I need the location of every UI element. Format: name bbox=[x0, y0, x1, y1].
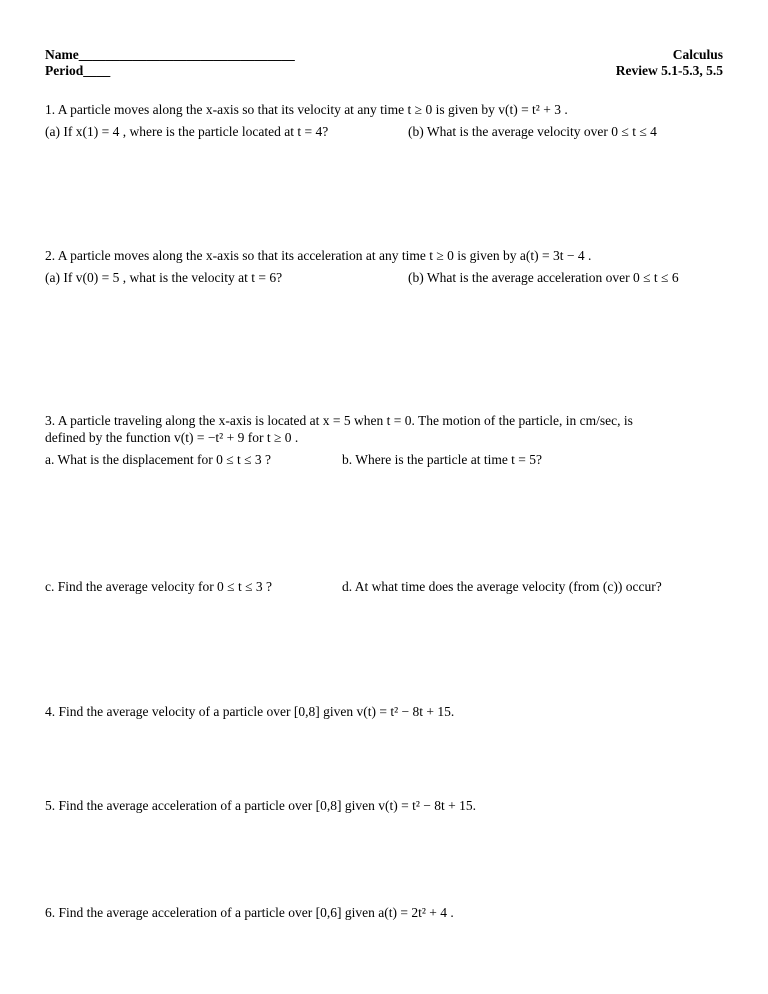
question-2: 2. A particle moves along the x-axis so that its acceleration at any time t ≥ 0 is given by a(t) = 3t − 4 . bbox=[45, 248, 592, 263]
question-3d: d. At what time does the average velocity (from (c)) occur? bbox=[342, 579, 662, 594]
question-3c: c. Find the average velocity for 0 ≤ t ≤ 3 ? bbox=[45, 579, 272, 594]
name-label: Name________________________________ bbox=[45, 47, 295, 62]
question-3-function: defined by the function v(t) = −t² + 9 for t ≥ 0 . bbox=[45, 430, 299, 445]
question-1b: (b) What is the average velocity over 0 ≤ t ≤ 4 bbox=[408, 124, 657, 139]
question-3: 3. A particle traveling along the x-axis is located at x = 5 when t = 0. The motion of the particle, in cm/sec, is bbox=[45, 413, 633, 428]
question-5: 5. Find the average acceleration of a particle over [0,8] given v(t) = t² − 8t + 15. bbox=[45, 798, 476, 813]
question-3b: b. Where is the particle at time t = 5? bbox=[342, 452, 543, 467]
question-3a: a. What is the displacement for 0 ≤ t ≤ 3 ? bbox=[45, 452, 272, 467]
question-2b: (b) What is the average acceleration over 0 ≤ t ≤ 6 bbox=[408, 270, 679, 285]
question-6: 6. Find the average acceleration of a particle over [0,6] given a(t) = 2t² + 4 . bbox=[45, 905, 454, 920]
question-1: 1. A particle moves along the x-axis so that its velocity at any time t ≥ 0 is given by v(t) = t² + 3 . bbox=[45, 102, 568, 117]
question-2a: (a) If v(0) = 5 , what is the velocity at t = 6? bbox=[45, 270, 283, 285]
question-1a: (a) If x(1) = 4 , where is the particle located at t = 4? bbox=[45, 124, 329, 139]
question-4: 4. Find the average velocity of a particle over [0,8] given v(t) = t² − 8t + 15. bbox=[45, 704, 455, 719]
review-sections: Review 5.1-5.3, 5.5 bbox=[615, 63, 723, 78]
course-title: Calculus bbox=[672, 47, 723, 62]
period-label: Period____ bbox=[45, 63, 111, 78]
